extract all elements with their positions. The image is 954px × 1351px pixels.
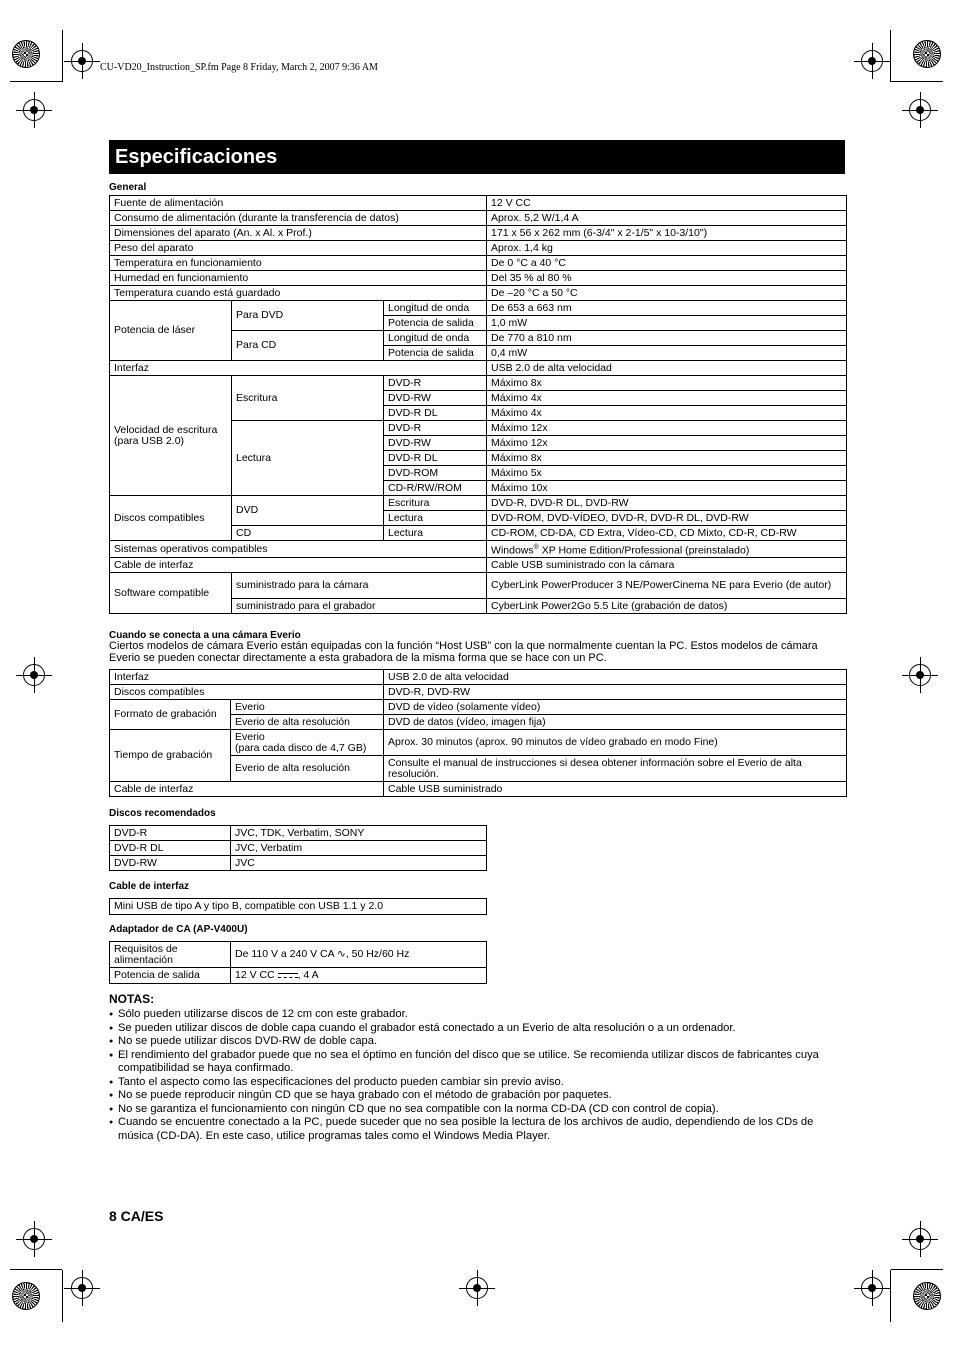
- table-row: Peso del aparato Aprox. 1,4 kg: [110, 241, 847, 256]
- table-row: Potencia de salida 12 V CC , 4 A: [110, 968, 487, 984]
- table-row: DVD-RW JVC: [110, 856, 487, 871]
- table-row: Temperatura en funcionamiento De 0 °C a 40 °C: [110, 256, 847, 271]
- general-spec-table: [109, 195, 847, 614]
- notes-title: NOTAS:: [109, 992, 155, 1006]
- adapter-table: [109, 941, 487, 984]
- table-row: Requisitos de alimentación De 110 V a 240 V CA ∿, 50 Hz/60 Hz: [110, 942, 487, 968]
- file-header: CU-VD20_Instruction_SP.fm Page 8 Friday, March 2, 2007 9:36 AM: [100, 62, 378, 73]
- registration-mark-right-bottom: [909, 1228, 931, 1250]
- table-row: Interfaz USB 2.0 de alta velocidad: [110, 361, 847, 376]
- table-row: Velocidad de escritura (para USB 2.0) Escritura DVD-R Máximo 8x: [110, 376, 847, 391]
- list-item: ● Sólo pueden utilizarse discos de 12 cm con este grabador.: [109, 1008, 845, 1022]
- table-row: Potencia de salida 1,0 mW: [110, 316, 847, 331]
- table-row: DVD-R DL Máximo 8x: [110, 451, 847, 466]
- registration-mark-top-right: [861, 50, 883, 72]
- registration-mark-top-left: [71, 50, 93, 72]
- table-row: DVD-RW Máximo 12x: [110, 436, 847, 451]
- table-row: DVD-R JVC, TDK, Verbatim, SONY: [110, 826, 487, 841]
- os-value: Windows® XP Home Edition/Professional (preinstalado): [487, 541, 847, 558]
- table-row: Potencia de salida 0,4 mW: [110, 346, 847, 361]
- everio-spec-table: [109, 669, 847, 797]
- cable-table: [109, 898, 487, 915]
- crop-mark: [891, 81, 943, 82]
- table-row: Mini USB de tipo A y tipo B, compatible con USB 1.1 y 2.0: [110, 899, 487, 915]
- table-row: Software compatible suministrado para la cámara CyberLink PowerProducer 3 NE/PowerCinema NE para Everio (de autor): [110, 573, 847, 599]
- everio-paragraph: Ciertos modelos de cámara Everio están equipadas con la función “Host USB” con la que normalmente cuentan la PC. Estos modelos de cámara Everio se pueden conectar directamente a esta grabadora de la misma forma que se hace con un PC.: [109, 640, 818, 664]
- table-row: CD-R/RW/ROM Máximo 10x: [110, 481, 847, 496]
- table-row: DVD-R DL JVC, Verbatim: [110, 841, 487, 856]
- table-row: Humedad en funcionamiento Del 35 % al 80 %: [110, 271, 847, 286]
- table-row: Cable de interfaz Cable USB suministrado: [110, 782, 847, 797]
- registration-sunburst-top-right: [913, 40, 941, 68]
- registration-sunburst-bottom-left: [12, 1282, 40, 1310]
- page-number: 8 CA/ES: [109, 1208, 164, 1224]
- crop-mark: [62, 30, 63, 82]
- list-item: ● No se garantiza el funcionamiento con ningún CD que no sea compatible con la norma CD-DA (CD con control de copia).: [109, 1103, 845, 1117]
- table-row: Sistemas operativos compatibles Windows® XP Home Edition/Professional (preinstalado): [110, 541, 847, 558]
- registration-mark-left-middle: [23, 664, 45, 686]
- registration-mark-left-top: [23, 99, 45, 121]
- table-row: Formato de grabación Everio DVD de vídeo (solamente vídeo): [110, 700, 847, 715]
- list-item: ● Tanto el aspecto como las especificaciones del producto pueden cambiar sin previo aviso.: [109, 1076, 845, 1090]
- section-heading-everio: Cuando se conecta a una cámara Everio: [109, 630, 301, 641]
- crop-mark: [10, 81, 62, 82]
- section-heading-adapter: Adaptador de CA (AP-V400U): [109, 924, 248, 935]
- registration-mark-left-bottom: [23, 1228, 45, 1250]
- recommended-discs-table: [109, 825, 487, 871]
- table-row: suministrado para el grabador CyberLink Power2Go 5.5 Lite (grabación de datos): [110, 599, 847, 614]
- table-row: Para CD Longitud de onda De 770 a 810 nm: [110, 331, 847, 346]
- section-heading-general: General: [109, 182, 147, 193]
- table-row: Dimensiones del aparato (An. x Al. x Prof.) 171 x 56 x 262 mm (6-3/4" x 2-1/5" x 10-3/10"): [110, 226, 847, 241]
- table-row: Lectura DVD-R Máximo 12x: [110, 421, 847, 436]
- registration-mark-right-middle: [909, 664, 931, 686]
- table-row: Discos compatibles DVD Escritura DVD-R, DVD-R DL, DVD-RW: [110, 496, 847, 511]
- list-item: ● Se pueden utilizar discos de doble capa cuando el grabador está conectado a un Everio de alta resolución o a un ordenador.: [109, 1022, 845, 1036]
- registration-sunburst-bottom-right: [913, 1282, 941, 1310]
- crop-mark: [62, 1270, 63, 1322]
- registration-mark-right-top: [909, 99, 931, 121]
- table-row: Tiempo de grabación Everio (para cada disco de 4,7 GB) Aprox. 30 minutos (aprox. 90 minutos de vídeo grabado en modo Fine): [110, 730, 847, 756]
- table-row: Cable de interfaz Cable USB suministrado con la cámara: [110, 558, 847, 573]
- registration-mark-bottom-right: [861, 1277, 883, 1299]
- table-row: Potencia de láser Para DVD Longitud de onda De 653 a 663 nm: [110, 301, 847, 316]
- table-row: DVD-ROM Máximo 5x: [110, 466, 847, 481]
- table-row: Everio de alta resolución DVD de datos (vídeo, imagen fija): [110, 715, 847, 730]
- dc-symbol-icon: [278, 971, 298, 980]
- registration-mark-bottom-left: [71, 1277, 93, 1299]
- crop-mark: [891, 1269, 943, 1270]
- page-title: Especificaciones: [109, 140, 845, 174]
- write-speed-label: Velocidad de escritura (para USB 2.0): [110, 376, 232, 496]
- table-row: Fuente de alimentación 12 V CC: [110, 196, 847, 211]
- adapter-requirement-value: De 110 V a 240 V CA ∿, 50 Hz/60 Hz: [231, 942, 487, 968]
- section-heading-recommended: Discos recomendados: [109, 808, 216, 819]
- table-row: Consumo de alimentación (durante la transferencia de datos) Aprox. 5,2 W/1,4 A: [110, 211, 847, 226]
- crop-mark: [890, 1270, 891, 1322]
- ac-symbol-icon: ∿: [336, 948, 346, 960]
- registration-sunburst-top-left: [12, 40, 40, 68]
- crop-mark: [10, 1269, 62, 1270]
- table-row: DVD-R DL Máximo 4x: [110, 406, 847, 421]
- table-row: Everio de alta resolución Consulte el manual de instrucciones si desea obtener información sobre el Everio de alta resolución.: [110, 756, 847, 782]
- list-item: ● Cuando se encuentre conectado a la PC, puede suceder que no sea posible la lectura de los archivos de audio, dependiendo de los CDs de música (CD-DA). En este caso, utilice programas tales como el Windows Media Player.: [109, 1116, 845, 1143]
- table-row: CD Lectura CD-ROM, CD-DA, CD Extra, Vídeo-CD, CD Mixto, CD-R, CD-RW: [110, 526, 847, 541]
- table-row: Lectura DVD-ROM, DVD-VÍDEO, DVD-R, DVD-R DL, DVD-RW: [110, 511, 847, 526]
- section-heading-cable: Cable de interfaz: [109, 881, 190, 892]
- crop-mark: [890, 30, 891, 82]
- list-item: ● No se puede utilizar discos DVD-RW de doble capa.: [109, 1035, 845, 1049]
- table-row: Temperatura cuando está guardado De –20 °C a 50 °C: [110, 286, 847, 301]
- registration-mark-bottom-center: [466, 1277, 488, 1299]
- list-item: ● No se puede reproducir ningún CD que se haya grabado con el método de grabación por paquetes.: [109, 1089, 845, 1103]
- table-row: DVD-RW Máximo 4x: [110, 391, 847, 406]
- list-item: ● El rendimiento del grabador puede que no sea el óptimo en función del disco que se utilice. Se recomienda utilizar discos de fabricantes cuya compatibilidad se haya confirmado.: [109, 1049, 845, 1076]
- table-row: Discos compatibles DVD-R, DVD-RW: [110, 685, 847, 700]
- adapter-output-value: 12 V CC , 4 A: [231, 968, 487, 984]
- table-row: Interfaz USB 2.0 de alta velocidad: [110, 670, 847, 685]
- everio-time-label: Everio (para cada disco de 4,7 GB): [231, 730, 384, 756]
- notes-list: [109, 1008, 845, 1143]
